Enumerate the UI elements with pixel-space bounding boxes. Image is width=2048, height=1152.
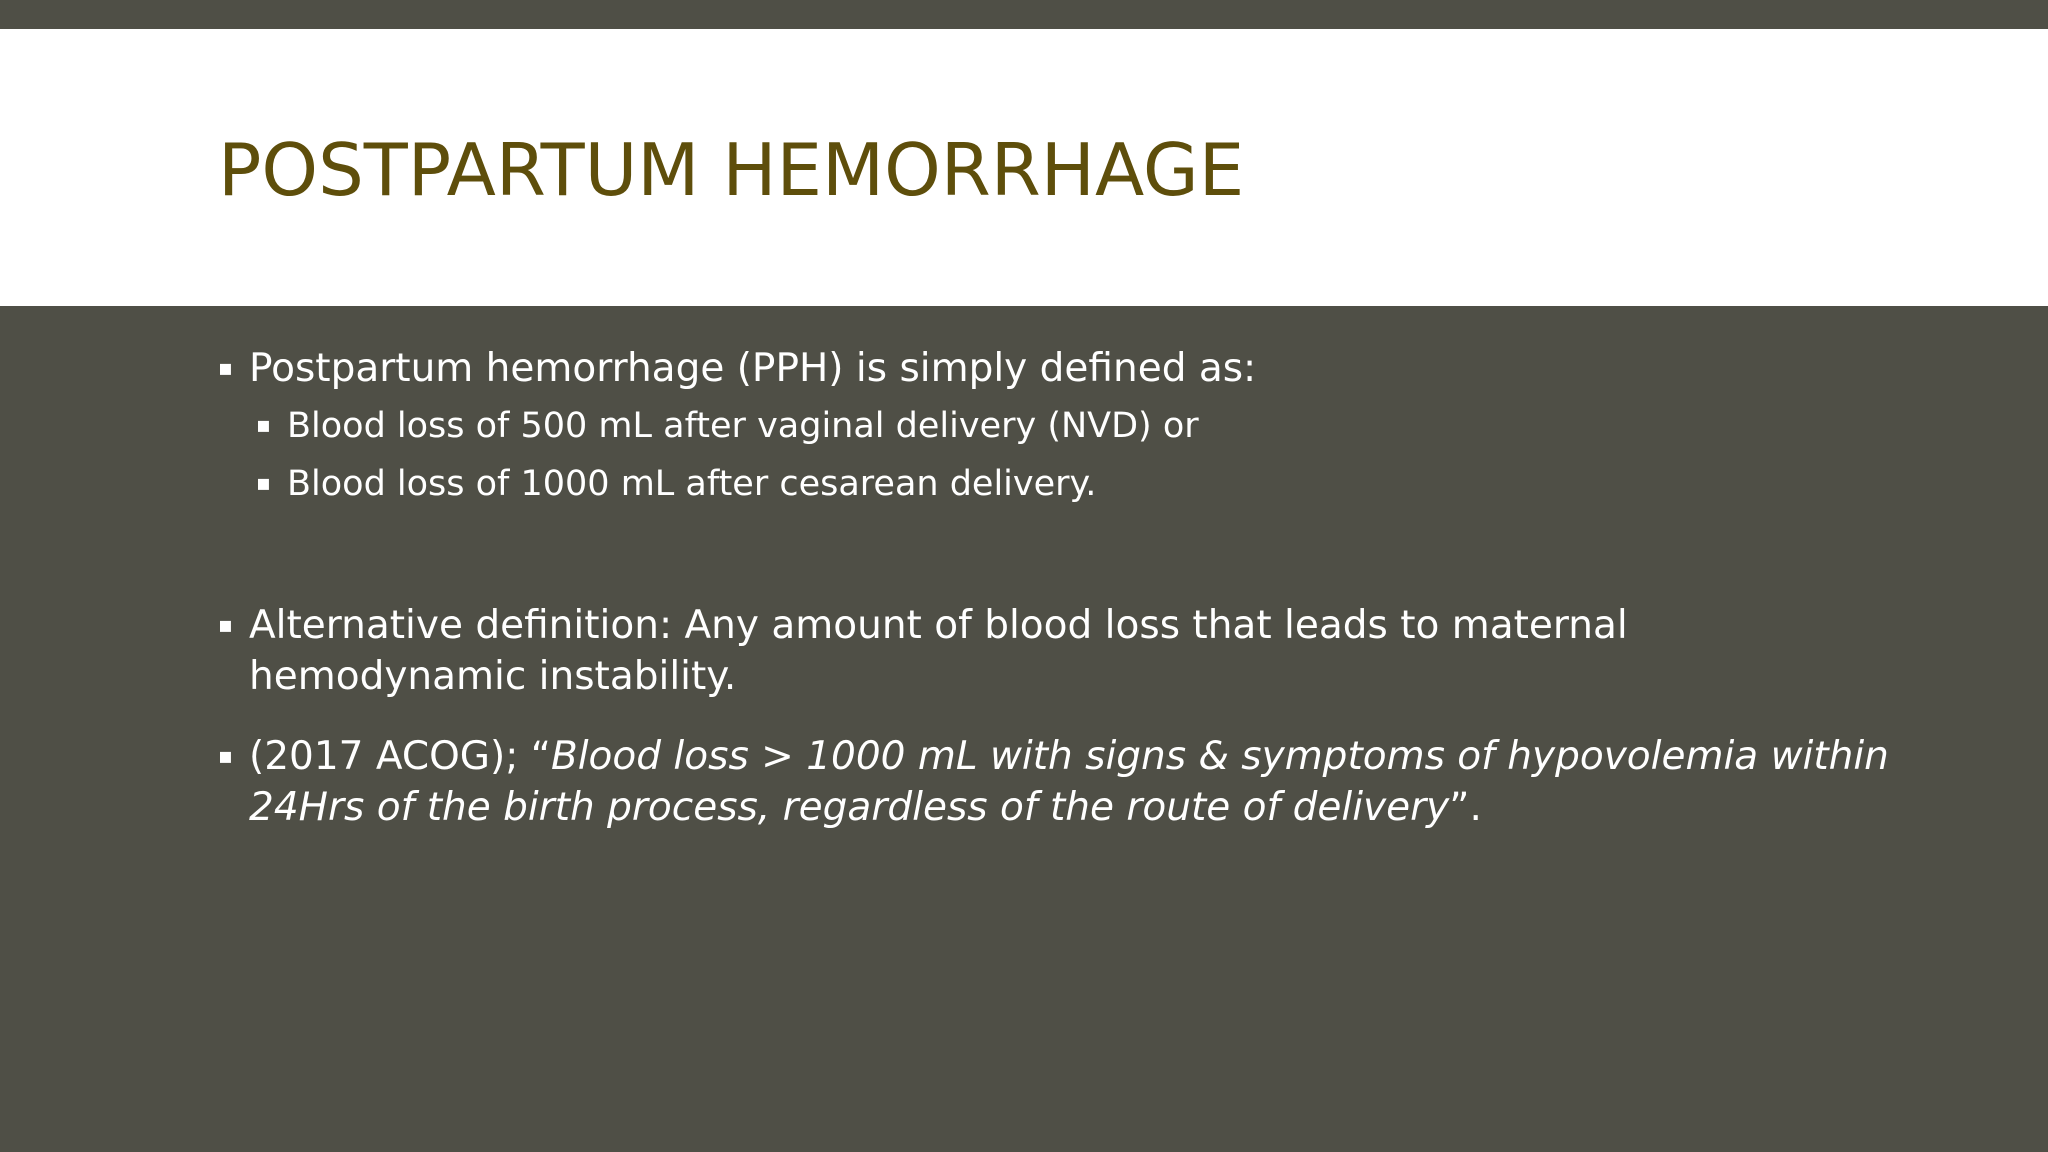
bullet-icon: ▪ (256, 413, 271, 438)
quote-text-line-2: 24Hrs of the birth process, regardless of the route of delivery (249, 785, 1450, 830)
bullet-text-line-2: hemodynamic instability. (249, 654, 737, 699)
sub-bullet-text: Blood loss of 500 mL after vaginal delivery (NVD) or (287, 406, 1199, 446)
bullet-text: Postpartum hemorrhage (PPH) is simply defined as: (249, 346, 1257, 391)
bullet-icon: ▪ (218, 744, 233, 769)
quote-text-line-1: Blood loss > 1000 mL with signs & symptoms of hypovolemia within (550, 734, 1889, 779)
slide-title: POSTPARTUM HEMORRHAGE (218, 128, 1245, 212)
bullet-icon: ▪ (218, 613, 233, 638)
citation-prefix: (2017 ACOG); “ (249, 734, 551, 779)
sub-bullet-text: Blood loss of 1000 mL after cesarean delivery. (287, 464, 1097, 504)
quote-close: ”. (1449, 785, 1482, 830)
bullet-text-line-1 (249, 731, 1889, 782)
bullet-icon: ▪ (256, 471, 271, 496)
bullet-icon: ▪ (218, 356, 233, 381)
bullet-text-line-1: Alternative definition: Any amount of blood loss that leads to maternal (249, 603, 1628, 648)
bullet-text-line-2 (249, 782, 1482, 833)
